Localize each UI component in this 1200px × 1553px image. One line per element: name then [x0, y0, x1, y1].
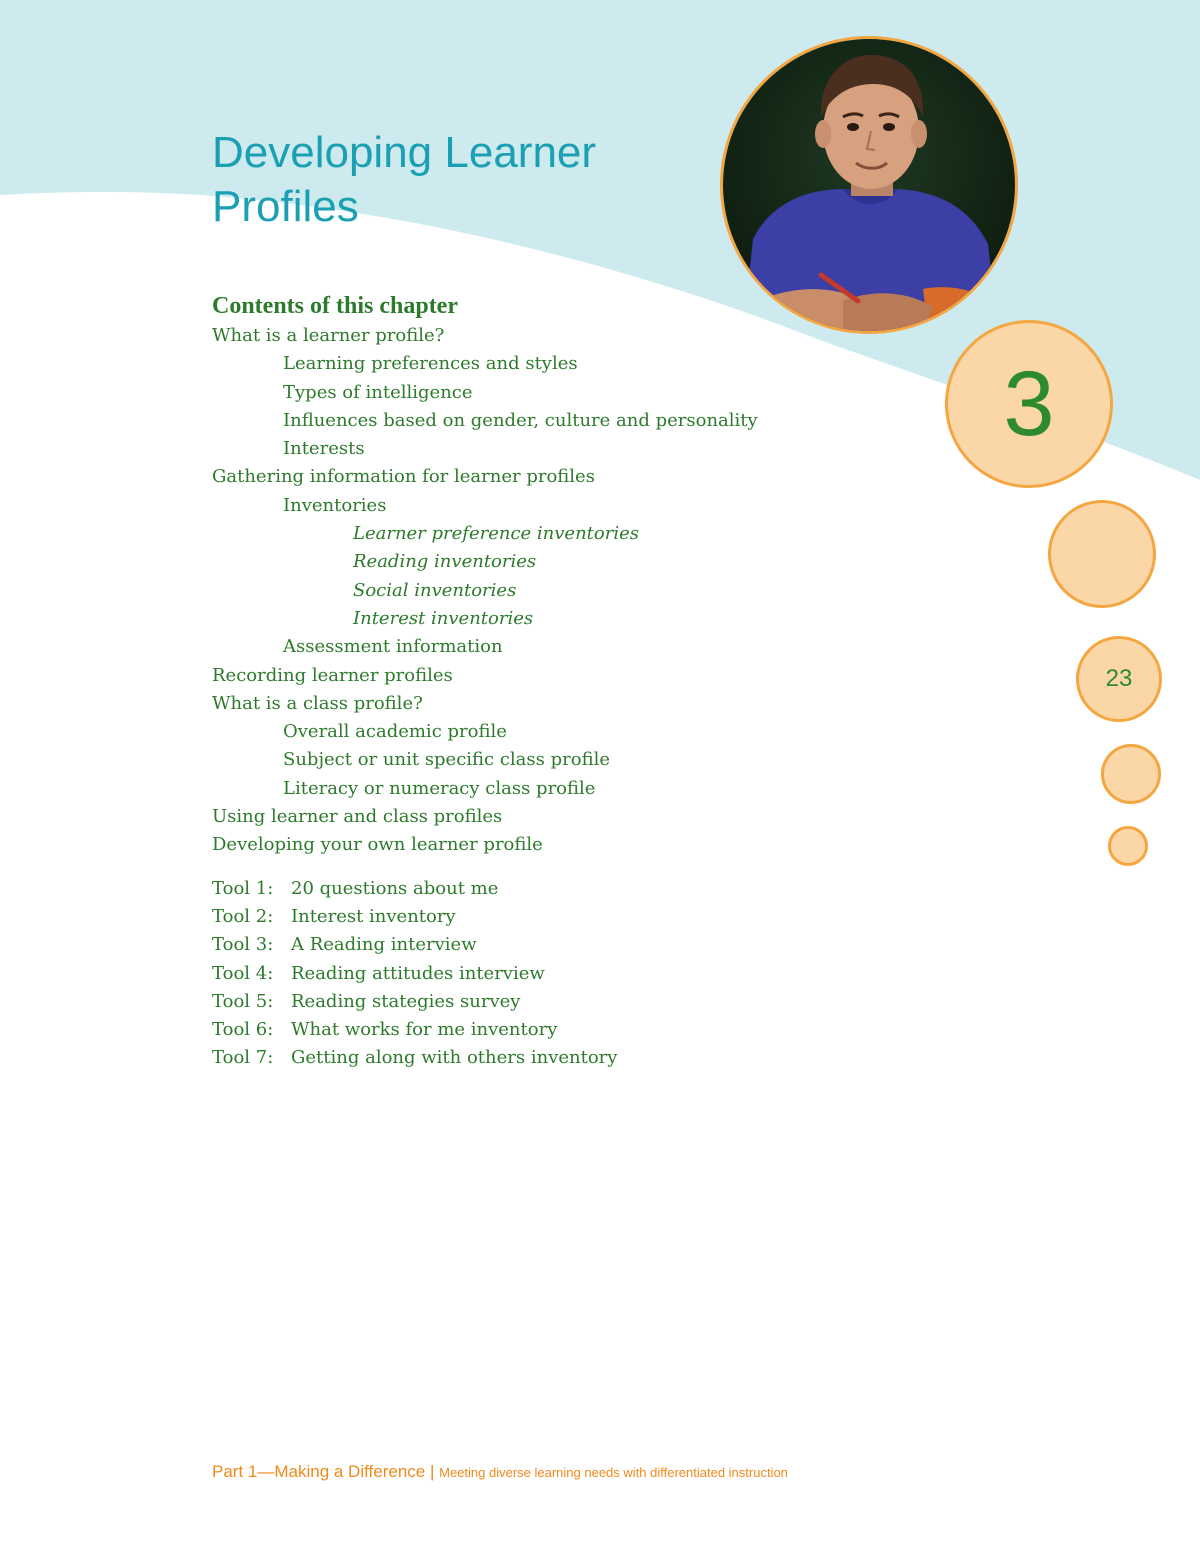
- tool-title: Getting along with others inventory: [291, 1047, 618, 1069]
- contents-entry-level-2: Influences based on gender, culture and personality: [283, 409, 758, 431]
- decorative-circle: [1101, 744, 1161, 804]
- tool-label: Tool 7:: [212, 1047, 274, 1069]
- tool-label: Tool 2:: [212, 905, 274, 927]
- tool-title: A Reading interview: [291, 934, 477, 956]
- contents-entry-level-2: Types of intelligence: [283, 381, 473, 403]
- tool-label: Tool 3:: [212, 934, 274, 956]
- decorative-circle: [1108, 826, 1148, 866]
- tool-title: What works for me inventory: [291, 1019, 558, 1041]
- decorative-circle: [1048, 500, 1156, 608]
- tool-title: Reading attitudes interview: [291, 962, 545, 984]
- contents-entry-level-2: Inventories: [283, 494, 387, 516]
- tool-title: Reading stategies survey: [291, 990, 521, 1012]
- tool-label: Tool 6:: [212, 1019, 274, 1041]
- contents-entry-level-1: Gathering information for learner profiles: [212, 466, 595, 488]
- tool-entry: [212, 1044, 852, 1072]
- footer-separator: |: [425, 1462, 440, 1481]
- contents-entry-level-2: Subject or unit specific class profile: [283, 749, 610, 771]
- contents-entry-level-1: What is a learner profile?: [212, 325, 445, 346]
- page-number-badge: 23: [1076, 636, 1162, 722]
- footer-subtitle: Meeting diverse learning needs with differentiated instruction: [439, 1465, 788, 1480]
- tool-entry: [212, 960, 852, 988]
- contents-entry-level-1: What is a class profile?: [212, 692, 423, 714]
- chapter-title-line-1: Developing Learner: [212, 128, 597, 177]
- chapter-contents: [212, 290, 852, 1073]
- tool-title: 20 questions about me: [291, 877, 499, 899]
- footer-part-title: Part 1—Making a Difference: [212, 1462, 426, 1481]
- chapter-title-line-2: Profiles: [212, 182, 359, 231]
- page-footer: [212, 1462, 788, 1482]
- tool-entry: [212, 931, 852, 959]
- contents-entry-level-2: Assessment information: [283, 636, 503, 658]
- tool-title: Interest inventory: [291, 905, 456, 927]
- chapter-number-badge: 3: [945, 320, 1113, 488]
- contents-entry-level-2: Interests: [283, 438, 365, 460]
- tool-entry: [212, 1016, 852, 1044]
- chapter-title: [212, 126, 596, 234]
- contents-entry-level-2: Learning preferences and styles: [283, 353, 578, 375]
- contents-entry-level-1: Developing your own learner profile: [212, 834, 543, 856]
- contents-entry-level-3: Reading inventories: [353, 551, 537, 573]
- contents-entry-level-3: Social inventories: [353, 579, 517, 601]
- tools-list: [212, 875, 852, 1073]
- contents-entry-level-1: Using learner and class profiles: [212, 806, 503, 828]
- tool-entry: [212, 875, 852, 903]
- tool-entry: [212, 988, 852, 1016]
- contents-entry-level-3: Learner preference inventories: [353, 523, 639, 545]
- contents-heading: Contents of this chapter: [212, 293, 458, 319]
- tool-label: Tool 1:: [212, 877, 274, 899]
- contents-entry-level-2: Overall academic profile: [283, 721, 507, 743]
- contents-entry-level-3: Interest inventories: [353, 607, 534, 629]
- tool-label: Tool 5:: [212, 990, 274, 1012]
- contents-entry-level-1: Recording learner profiles: [212, 664, 453, 686]
- tool-entry: [212, 903, 852, 931]
- contents-entry-level-2: Literacy or numeracy class profile: [283, 777, 596, 799]
- contents-list: [212, 322, 852, 860]
- tool-label: Tool 4:: [212, 962, 274, 984]
